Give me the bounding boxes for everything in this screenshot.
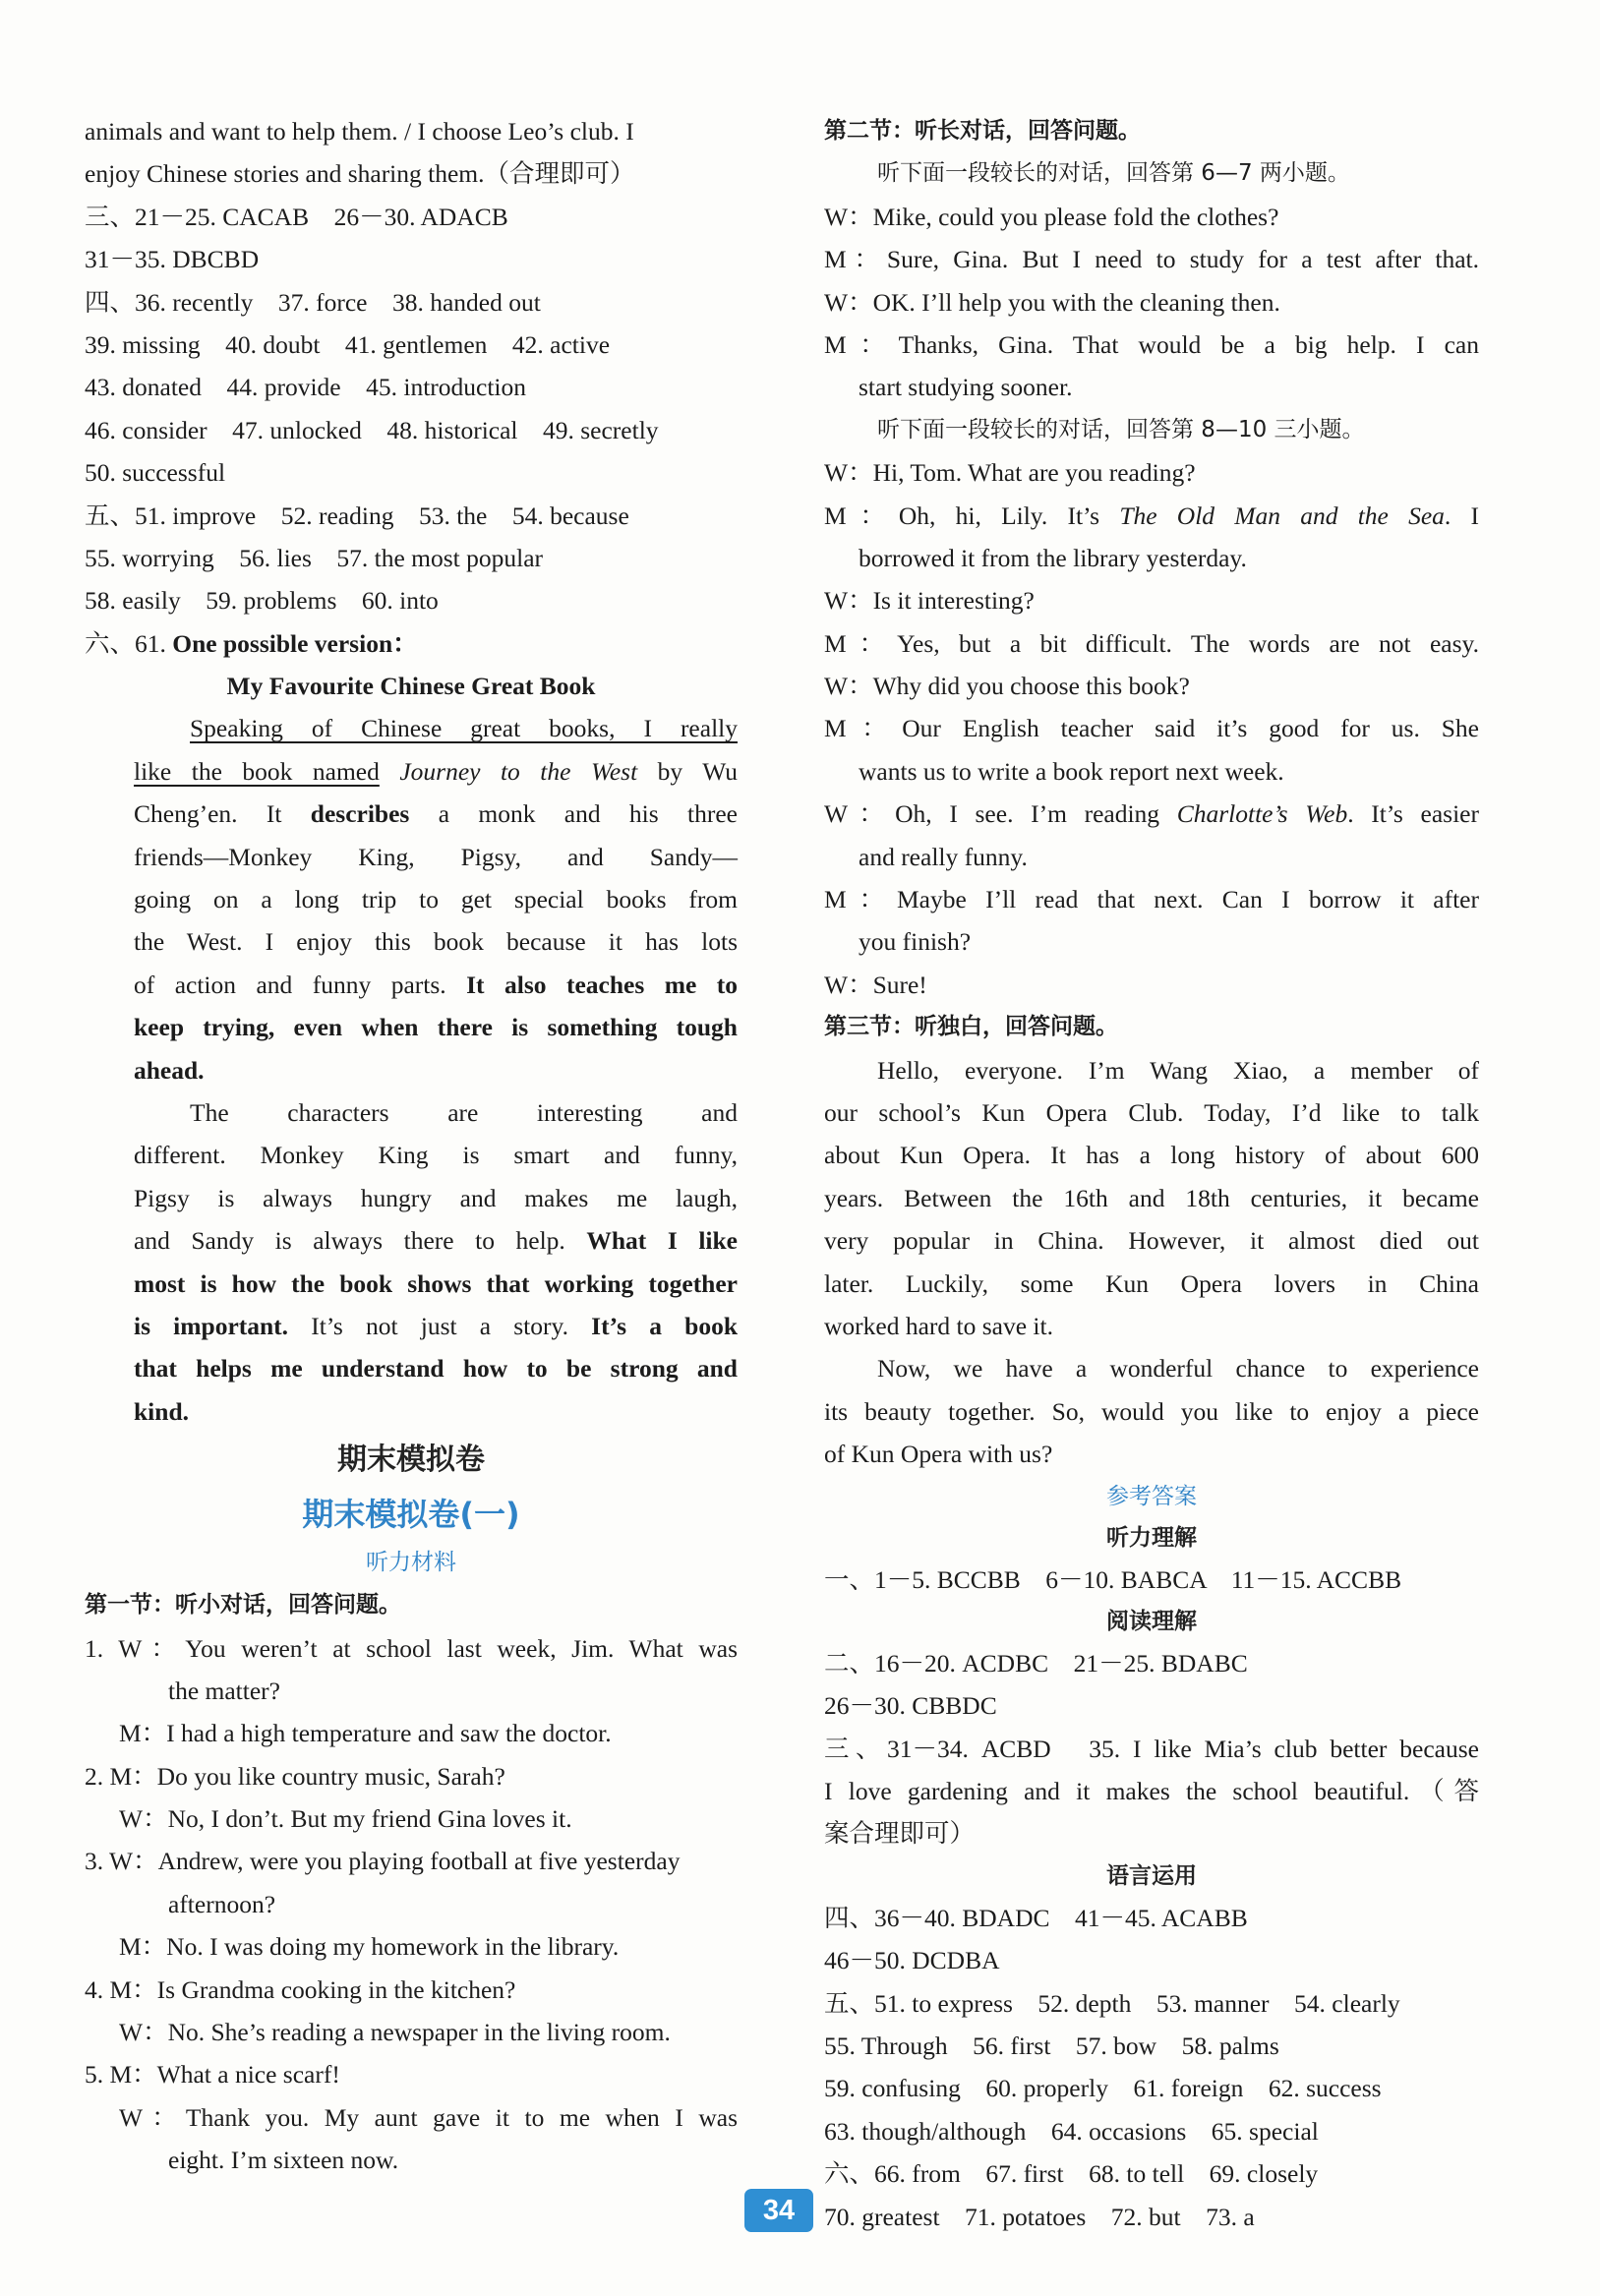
dialogue-line: [824, 495, 1479, 537]
answer-line: 四、36－40. BDADC 41－45. ACABB: [824, 1903, 1248, 1932]
book-title: The Old Man and the Sea: [1119, 500, 1445, 530]
dialogue-line: and really funny.: [859, 842, 1028, 871]
highlight-sentence: It’s a book: [591, 1311, 739, 1340]
dialogue-text: . It’s easier: [1347, 799, 1479, 829]
section-title: 期末模拟卷: [337, 1442, 485, 1478]
dialogue-line: 5. M：What a nice scarf!: [85, 2060, 340, 2090]
dialogue-line: borrowed it from the library yesterday.: [859, 543, 1247, 572]
answer-line: 50. successful: [85, 458, 226, 488]
answer-line: 二、16－20. ACDBC 21－25. BDABC: [824, 1648, 1248, 1678]
dialogue-line: W：No. She’s reading a newspaper in the living room.: [119, 2018, 671, 2047]
part-heading: 第三节：听独白，回答问题。: [824, 1014, 1118, 1040]
answer-line: [85, 622, 738, 665]
answer-line: 一、1－5. BCCBB 6－10. BABCA 11－15. ACCBB: [824, 1564, 1402, 1594]
dialogue-line: M：Sure, Gina. But I need to study for a test after that.: [824, 245, 1479, 274]
monologue-line: very popular in China. However, it almost died out: [824, 1226, 1479, 1256]
answer-line: 46－50. DCDBA: [824, 1946, 1000, 1975]
monologue-line: its beauty together. So, would you like to enjoy a piece: [824, 1396, 1479, 1426]
essay-title: My Favourite Chinese Great Book: [226, 672, 596, 701]
essay-line: [134, 1305, 738, 1347]
essay-line: The characters are interesting and: [190, 1097, 738, 1127]
monologue-line: years. Between the 16th and 18th centuries, it became: [824, 1183, 1479, 1212]
answer-line: 55. worrying 56. lies 57. the most popular: [85, 543, 544, 572]
essay-line: most is how the book shows that working together: [134, 1268, 738, 1298]
dialogue-line: W：Sure!: [824, 970, 927, 999]
monologue-line: of Kun Opera with us?: [824, 1440, 1053, 1469]
essay-line: kind.: [134, 1396, 190, 1426]
dialogue-line: M：I had a high temperature and saw the doctor.: [119, 1719, 612, 1748]
monologue-line: Hello, everyone. I’m Wang Xiao, a member of: [877, 1055, 1479, 1085]
answer-line: 三、21－25. CACAB 26－30. ADACB: [85, 202, 508, 231]
monologue-line: Now, we have a wonderful chance to experience: [877, 1354, 1479, 1383]
right-column: [824, 110, 1479, 2238]
essay-line: going on a long trip to get special books from: [134, 885, 738, 914]
dialogue-line: 2. M：Do you like country music, Sarah?: [85, 1761, 505, 1791]
highlight-sentence: It also teaches me to: [466, 970, 738, 999]
dialogue-line: W：Thank you. My aunt gave it to me when I was: [119, 2102, 738, 2132]
dialogue-line: W：Mike, could you please fold the clothes?: [824, 202, 1279, 231]
dialogue-line: 4. M：Is Grandma cooking in the kitchen?: [85, 1974, 516, 2004]
instruction-line: 听下面一段较长的对话，回答第 8—10 三小题。: [877, 416, 1365, 442]
answer-line: 39. missing 40. doubt 41. gentlemen 42. active: [85, 329, 611, 359]
essay-line: that helps me understand how to be strong and: [134, 1354, 738, 1383]
essay-text: by Wu: [637, 756, 738, 786]
essay-line: different. Monkey King is smart and funny,: [134, 1141, 738, 1170]
version-label: One possible version：: [172, 628, 418, 658]
dialogue-line: M：Our English teacher said it’s good for us. She: [824, 714, 1479, 743]
dialogue-line: [824, 793, 1479, 835]
highlight-word: describes: [310, 799, 410, 829]
dialogue-line: W：OK. I’ll help you with the cleaning then.: [824, 287, 1280, 317]
listening-heading: 听力理解: [1106, 1524, 1197, 1551]
dialogue-line: M：Yes, but a bit difficult. The words are not easy.: [824, 628, 1479, 658]
language-heading: 语言运用: [1106, 1862, 1197, 1889]
answer-line: 四、36. recently 37. force 38. handed out: [85, 287, 541, 317]
answer-line: 31－35. DBCBD: [85, 245, 260, 274]
essay-text: Cheng’en. It: [134, 799, 311, 829]
answer-line: 58. easily 59. problems 60. into: [85, 586, 439, 616]
answer-line: 六、66. from 67. first 68. to tell 69. closely: [824, 2159, 1319, 2189]
essay-line: the West. I enjoy this book because it has lots: [134, 927, 738, 957]
essay-line: keep trying, even when there is something tough: [134, 1013, 738, 1042]
monologue-line: about Kun Opera. It has a long history of about 600: [824, 1141, 1479, 1170]
answer-line: 63. though/although 64. occasions 65. special: [824, 2116, 1319, 2146]
text-line: enjoy Chinese stories and sharing them.（合理即可）: [85, 159, 635, 189]
dialogue-text: . I: [1444, 500, 1479, 530]
part-heading: 第二节：听长对话，回答问题。: [824, 118, 1141, 144]
answer-line: I love gardening and it makes the school beautiful.（答: [824, 1777, 1479, 1806]
monologue-line: later. Luckily, some Kun Opera lovers in China: [824, 1268, 1479, 1298]
dialogue-line: W：Why did you choose this book?: [824, 672, 1190, 701]
dialogue-line: M：No. I was doing my homework in the library.: [119, 1932, 620, 1962]
essay-line: [134, 750, 738, 793]
essay-text: and Sandy is always there to help.: [134, 1226, 587, 1256]
dialogue-text: M：Oh, hi, Lily. It’s: [824, 500, 1120, 530]
dialogue-line: start studying sooner.: [859, 373, 1073, 402]
essay-text: a monk and his three: [409, 799, 738, 829]
dialogue-line: wants us to write a book report next week.: [859, 756, 1284, 786]
question-number: 六、61.: [85, 628, 173, 658]
answer-line: 五、51. improve 52. reading 53. the 54. because: [85, 500, 629, 530]
answer-line: 46. consider 47. unlocked 48. historical 49. secretly: [85, 415, 659, 444]
dialogue-line: you finish?: [859, 927, 972, 957]
dialogue-line: 3. W：Andrew, were you playing football at five yesterday: [85, 1847, 681, 1876]
dialogue-line: W：Hi, Tom. What are you reading?: [824, 458, 1196, 488]
essay-text: It’s not just a story.: [288, 1311, 592, 1340]
essay-line: [134, 964, 738, 1006]
answer-line: 43. donated 44. provide 45. introduction: [85, 373, 527, 402]
exam-title: 期末模拟卷(一): [302, 1496, 520, 1534]
text-line: animals and want to help them. / I choose Leo’s club. I: [85, 117, 634, 146]
monologue-line: our school’s Kun Opera Club. Today, I’d like to talk: [824, 1097, 1479, 1127]
dialogue-line: W：Is it interesting?: [824, 586, 1035, 616]
essay-body: [85, 707, 738, 1433]
essay-line: ahead.: [134, 1055, 205, 1085]
underlined-phrase: like the book named: [134, 756, 380, 786]
instruction-line: 听下面一段较长的对话，回答第 6—7 两小题。: [877, 160, 1350, 187]
answer-line: 55. Through 56. first 57. bow 58. palms: [824, 2031, 1279, 2061]
essay-line: [134, 793, 738, 835]
dialogue-line: eight. I’m sixteen now.: [168, 2146, 399, 2175]
essay-line: Pigsy is always hungry and makes me laugh,: [134, 1183, 738, 1212]
book-title: Journey to the West: [399, 756, 638, 786]
dialogue-line: M：Maybe I’ll read that next. Can I borrow it after: [824, 885, 1479, 914]
essay-line: [134, 1219, 738, 1262]
dialogue-text: W：Oh, I see. I’m reading: [824, 799, 1177, 829]
essay-text: of action and funny parts.: [134, 970, 467, 999]
answer-line: 案合理即可）: [824, 1819, 976, 1849]
essay-line: Speaking of Chinese great books, I really: [190, 714, 738, 743]
part-heading: 第一节：听小对话，回答问题。: [85, 1592, 401, 1619]
highlight-sentence: is important.: [134, 1311, 289, 1340]
dialogue-line: the matter?: [168, 1676, 280, 1705]
left-column: [85, 110, 738, 2182]
monologue-line: worked hard to save it.: [824, 1311, 1053, 1340]
answer-line: 三、31－34. ACBD 35. I like Mia’s club better because: [824, 1734, 1479, 1763]
dialogue-line: 1. W：You weren’t at school last week, Jim. What was: [85, 1633, 738, 1663]
answer-line: 26－30. CBBDC: [824, 1691, 997, 1721]
book-title: Charlotte’s Web: [1176, 799, 1348, 829]
answer-line: 59. confusing 60. properly 61. foreign 62. success: [824, 2074, 1382, 2103]
answer-line: 五、51. to express 52. depth 53. manner 54. clearly: [824, 1988, 1400, 2018]
dialogue-line: M：Thanks, Gina. That would be a big help. I can: [824, 329, 1479, 359]
answer-key-heading: 参考答案: [1106, 1483, 1197, 1509]
dialogue-line: afternoon?: [168, 1889, 276, 1918]
reading-heading: 阅读理解: [1106, 1608, 1197, 1634]
answer-line: 70. greatest 71. potatoes 72. but 73. a: [824, 2202, 1255, 2231]
page-number-badge: 34: [744, 2189, 813, 2232]
listening-material-heading: 听力材料: [366, 1550, 456, 1576]
highlight-sentence: What I like: [586, 1226, 738, 1256]
dialogue-line: W：No, I don’t. But my friend Gina loves it.: [119, 1804, 572, 1834]
essay-line: friends—Monkey King, Pigsy, and Sandy—: [134, 842, 738, 871]
